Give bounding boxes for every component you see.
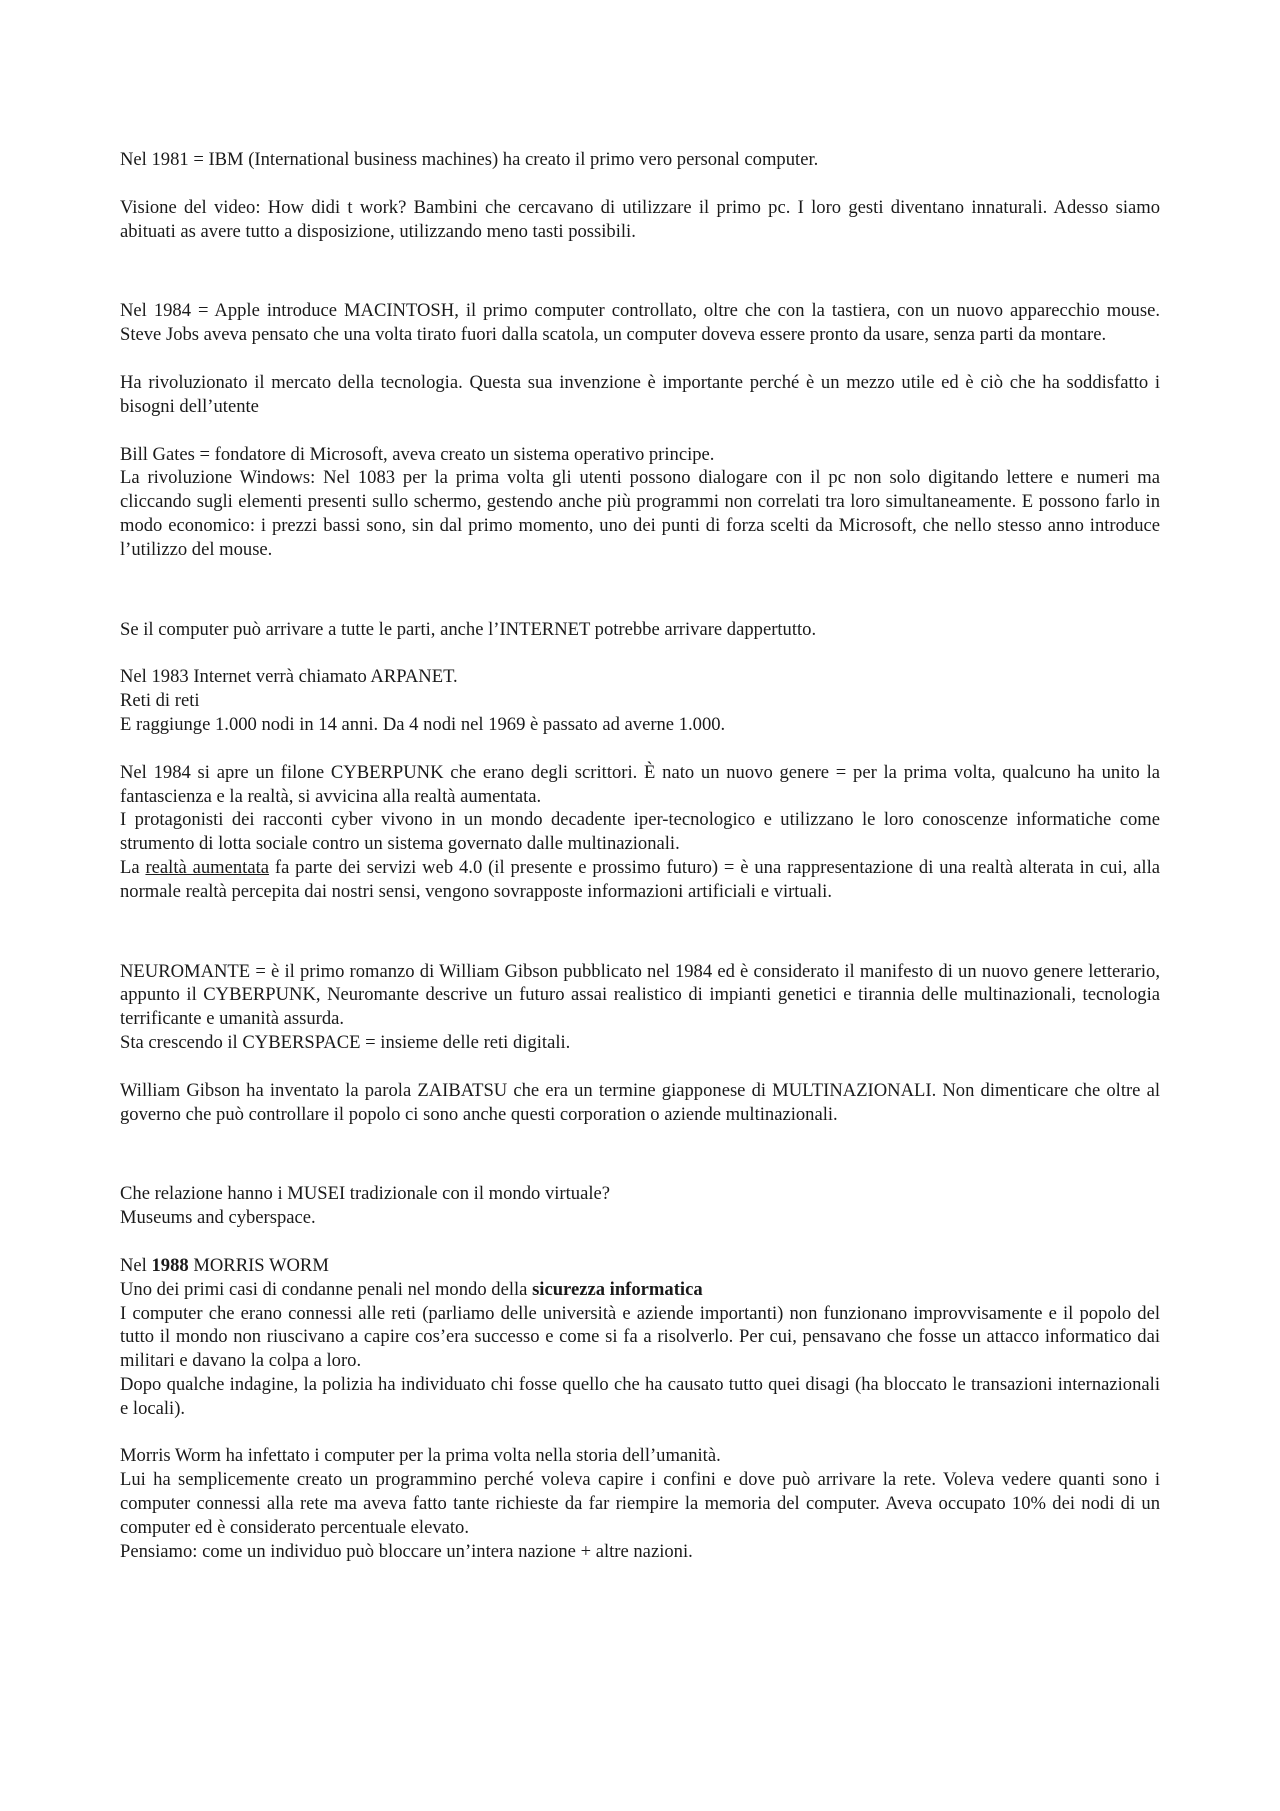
paragraph-neuromante: NEUROMANTE = è il primo romanzo di William Gibson pubblicato nel 1984 ed è considerato il manifesto di un nuovo genere letterario, appunto il CYBERPUNK, Neuromante descrive un futuro assai realistico di impianti genetici e tirannia delle multinazionali, tecnologia terrificante e umanità assurda. — [120, 960, 1160, 1030]
paragraph-museums: Museums and cyberspace. — [120, 1207, 316, 1229]
paragraph-cyberpunk: Nel 1984 si apre un filone CYBERPUNK che erano degli scrittori. È nato un nuovo genere = per la prima volta, qualcuno ha unito la fantascienza e la realtà, si avvicina alla realtà aumentata. — [120, 761, 1160, 807]
paragraph-reti: Reti di reti — [120, 690, 200, 712]
paragraph-windows: La rivoluzione Windows: Nel 1083 per la prima volta gli utenti possono dialogare con il pc non solo digitando lettere e numeri ma cliccando sugli elementi presenti sullo schermo, gestendo anche più programmi non correlati tra loro simultaneamente. E possono farlo in modo economico: i prezzi bassi sono, sin dal primo momento, uno dei punti di forza scelti da Microsoft, che nello stesso anno introduce l’utilizzo del mouse. — [120, 467, 1160, 560]
text-segment: Nel — [120, 1254, 152, 1276]
paragraph-condanne — [120, 1278, 1160, 1302]
paragraph-computer-reti: I computer che erano connessi alle reti (parliamo delle università e aziende importanti) non funzionano improvvisamente e il popolo del tutto il mondo non riuscivano a capire cos’era successo e come si fa a risolverlo. Per cui, pensavano che fosse un attacco informatico dai militari e davano la colpa a loro. — [120, 1302, 1160, 1372]
paragraph-realta-aumentata — [120, 856, 1160, 904]
bold-year: 1988 — [151, 1254, 189, 1276]
paragraph-cyberspace: Sta crescendo il CYBERSPACE = insieme delle reti digitali. — [120, 1031, 571, 1053]
text-segment: fa parte dei servizi web 4.0 (il presente e prossimo futuro) = è una rappresentazione di una realtà alterata in cui, alla normale realtà percepita dai nostri sensi, vengono sovrapposte informazioni artificiali e virtuali. — [120, 856, 1160, 902]
text-segment: Uno dei primi casi di condanne penali nel mondo della — [120, 1278, 533, 1300]
paragraph-pensiamo: Pensiamo: come un individuo può bloccare un’intera nazione + altre nazioni. — [120, 1540, 693, 1562]
paragraph-indagine: Dopo qualche indagine, la polizia ha individuato chi fosse quello che ha causato tutto quei disagi (ha bloccato le transazioni internazionali e locali). — [120, 1373, 1160, 1419]
document-page — [120, 148, 1160, 1563]
text-segment: La — [120, 856, 146, 878]
text-segment: MORRIS WORM — [188, 1254, 329, 1276]
paragraph-arpanet: Nel 1983 Internet verrà chiamato ARPANET. — [120, 666, 458, 688]
paragraph-morris-infettato: Morris Worm ha infettato i computer per la prima volta nella storia dell’umanità. — [120, 1445, 721, 1467]
paragraph-macintosh: Nel 1984 = Apple introduce MACINTOSH, il primo computer controllato, oltre che con la tastiera, con un nuovo apparecchio mouse. Steve Jobs aveva pensato che una volta tirato fuori dalla scatola, un computer doveva essere pronto da usare, senza parti da montare. — [120, 300, 1160, 346]
paragraph-nodi: E raggiunge 1.000 nodi in 14 anni. Da 4 nodi nel 1969 è passato ad averne 1.000. — [120, 713, 726, 735]
paragraph-bill-gates: Bill Gates = fondatore di Microsoft, aveva creato un sistema operativo principe. — [120, 443, 715, 465]
bold-term: sicurezza informatica — [532, 1278, 703, 1300]
paragraph-internet: Se il computer può arrivare a tutte le parti, anche l’INTERNET potrebbe arrivare dappertutto. — [120, 618, 817, 640]
paragraph-programmino: Lui ha semplicemente creato un programmino perché voleva capire i confini e dove può arrivare la rete. Voleva vedere quanti sono i computer connessi alla rete ma aveva fatto tante richieste da far riempire la memoria del computer. Aveva occupato 10% dei nodi di un computer ed è considerato percentuale elevato. — [120, 1469, 1160, 1538]
paragraph-zaibatsu: William Gibson ha inventato la parola ZAIBATSU che era un termine giapponese di MULTINAZIONALI. Non dimenticare che oltre al governo che può controllare il popolo ci sono anche questi corporation o aziende multinazionali. — [120, 1079, 1160, 1125]
underlined-term: realtà aumentata — [145, 856, 270, 878]
paragraph-morris-worm-heading — [120, 1254, 1160, 1278]
paragraph-video: Visione del video: How didi t work? Bambini che cercavano di utilizzare il primo pc. I loro gesti diventano innaturali. Adesso siamo abituati as avere tutto a disposizione, utilizzando meno tasti possibili. — [120, 196, 1160, 242]
paragraph-ibm-1981: Nel 1981 = IBM (International business machines) ha creato il primo vero personal computer. — [120, 149, 819, 170]
paragraph-protagonisti: I protagonisti dei racconti cyber vivono in un mondo decadente iper-tecnologico e utilizzano le loro conoscenze informatiche come strumento di lotta sociale contro un sistema governato dalle multinazionali. — [120, 809, 1160, 855]
paragraph-revolution: Ha rivoluzionato il mercato della tecnologia. Questa sua invenzione è importante perché è un mezzo utile ed è ciò che ha soddisfatto i bisogni dell’utente — [120, 371, 1160, 417]
paragraph-musei: Che relazione hanno i MUSEI tradizionale con il mondo virtuale? — [120, 1183, 611, 1205]
